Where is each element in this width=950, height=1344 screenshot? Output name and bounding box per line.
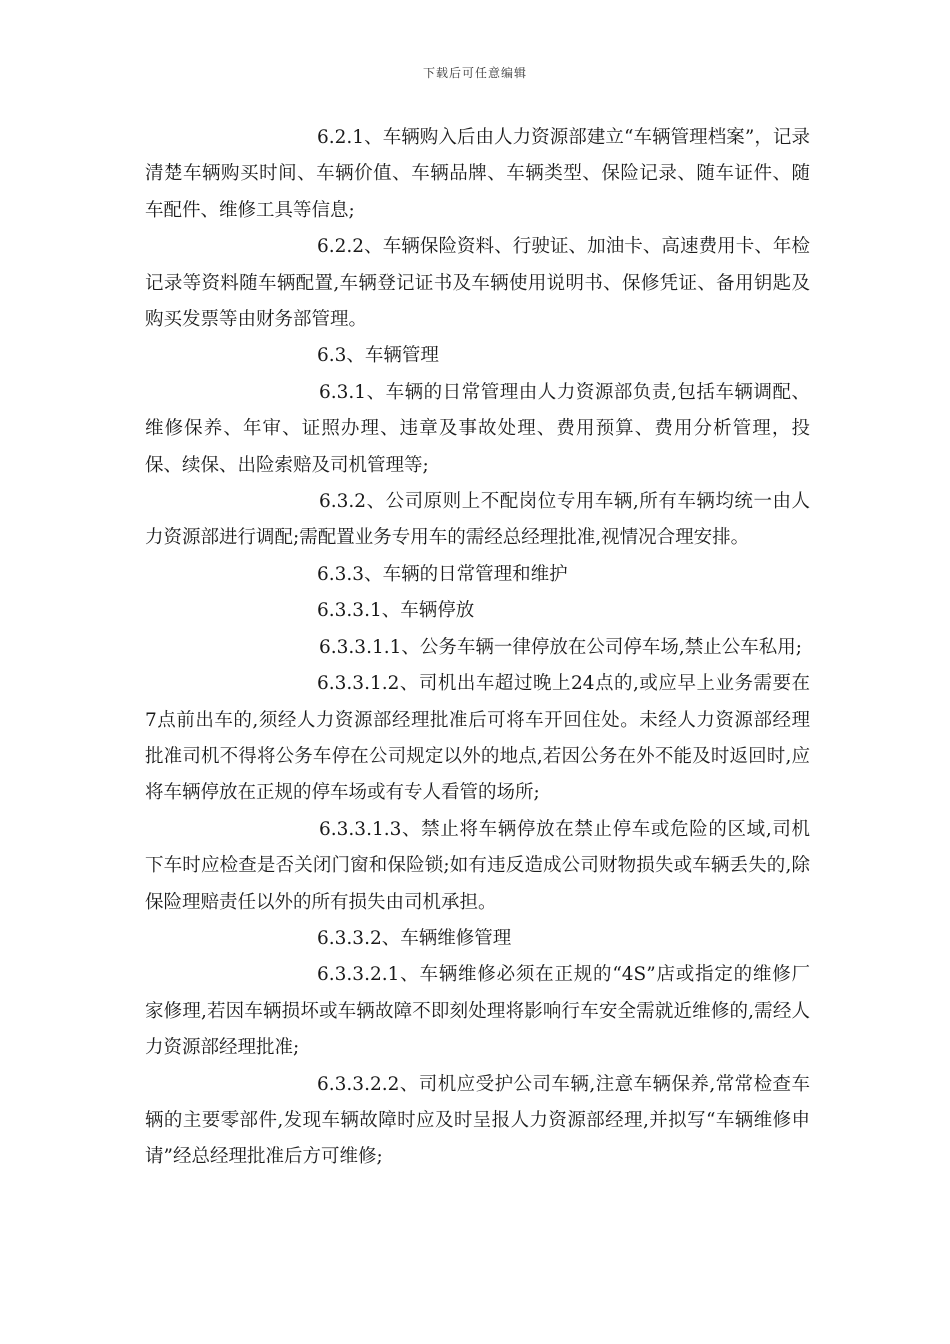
section-heading-6-3-3-2: 6.3.3.2、车辆维修管理 <box>317 927 512 949</box>
paragraph-6-3-3-1-3: 6.3.3.1.3、禁止将车辆停放在禁止停车或危险的区域,司机下车时应检查是否关闭门窗和保险锁;如有违反造成公司财物损失或车辆丢失的,除保险理赔责任以外的所有损失由司机承担。 <box>145 818 810 913</box>
section-heading-6-3: 6.3、车辆管理 <box>317 345 439 367</box>
paragraph-6-2-2: 6.2.2、车辆保险资料、行驶证、加油卡、高速费用卡、年检记录等资料随车辆配置,车辆登记证书及车辆使用说明书、保修凭证、备用钥匙及购买发票等由财务部管理。 <box>145 236 810 331</box>
section-heading-6-3-3-1: 6.3.3.1、车辆停放 <box>317 600 475 622</box>
paragraph-6-3-3-1-2: 6.3.3.1.2、司机出车超过晚上24点的,或应早上业务需要在7点前出车的,须经人力资源部经理批准后可将车开回住处。未经人力资源部经理批准司机不得将公务车停在公司规定以外的地点,若因公务在外不能及时返回时,应将车辆停放在正规的停车场或有专人看管的场所; <box>145 673 810 804</box>
document-body <box>145 120 810 1176</box>
paragraph-6-3-3-2-1: 6.3.3.2.1、车辆维修必须在正规的“4S”店或指定的维修厂家修理,若因车辆损坏或车辆故障不即刻处理将影响行车安全需就近维修的,需经人力资源部经理批准; <box>145 964 810 1059</box>
paragraph-6-2-1: 6.2.1、车辆购入后由人力资源部建立“车辆管理档案”，记录清楚车辆购买时间、车辆价值、车辆品牌、车辆类型、保险记录、随车证件、随车配件、维修工具等信息; <box>145 127 810 221</box>
paragraph-6-3-2: 6.3.2、公司原则上不配岗位专用车辆,所有车辆均统一由人力资源部进行调配;需配置业务专用车的需经总经理批准,视情况合理安排。 <box>145 491 810 549</box>
section-heading-6-3-3: 6.3.3、车辆的日常管理和维护 <box>317 563 568 585</box>
paragraph-6-3-3-2-2: 6.3.3.2.2、司机应受护公司车辆,注意车辆保养,常常检查车辆的主要零部件,发现车辆故障时应及时呈报人力资源部经理,并拟写“车辆维修申请”经总经理批准后方可维修; <box>145 1073 810 1168</box>
paragraph-6-3-3-1-1: 6.3.3.1.1、公务车辆一律停放在公司停车场,禁止公车私用; <box>319 636 802 658</box>
page-header: 下载后可任意编辑 <box>422 66 527 80</box>
paragraph-6-3-1: 6.3.1、车辆的日常管理由人力资源部负责,包括车辆调配、维修保养、年审、证照办理、违章及事故处理、费用预算、费用分析管理，投保、续保、出险索赔及司机管理等; <box>145 381 810 476</box>
